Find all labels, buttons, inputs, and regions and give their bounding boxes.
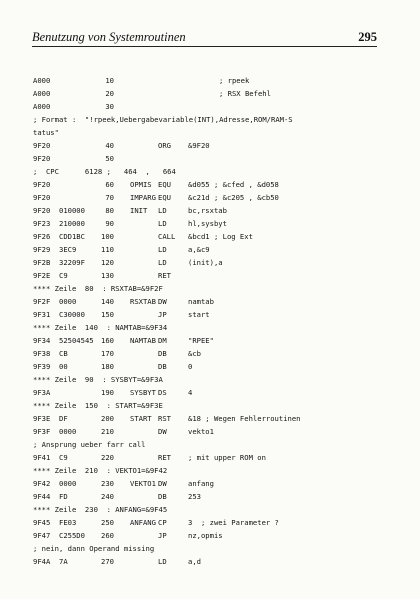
listing-comment: ; RSX Befehl <box>219 89 271 98</box>
listing-operand: &d055 ; &cfed , &d058 <box>188 180 279 189</box>
listing-operand: &bcd1 ; Log Ext <box>188 232 253 241</box>
listing-line-number: 230 <box>101 479 114 488</box>
listing-comment-line <box>0 114 420 125</box>
listing-comment-line <box>0 374 420 385</box>
listing-operand: nz,opmis <box>188 531 223 540</box>
listing-row <box>0 556 420 567</box>
listing-opcode-bytes: 7A <box>59 557 68 566</box>
listing-row <box>0 179 420 190</box>
listing-line-number: 210 <box>101 427 114 436</box>
listing-mnemonic: DB <box>158 492 167 501</box>
listing-opcode-bytes: C30000 <box>59 310 85 319</box>
listing-opcode-bytes: 0000 <box>59 427 77 436</box>
listing-line-number: 140 <box>101 297 114 306</box>
listing-operand: ; mit upper ROM on <box>188 453 266 462</box>
listing-opcode-bytes: 52504545 <box>59 336 94 345</box>
listing-mnemonic: DB <box>158 362 167 371</box>
listing-line-number: 270 <box>101 557 114 566</box>
listing-line-number: 20 <box>105 89 114 98</box>
listing-text: **** Zeile 90 : SYSBYT=&9F3A <box>33 375 163 384</box>
listing-address: A000 <box>33 76 51 85</box>
listing-line-number: 120 <box>101 258 114 267</box>
listing-line-number: 160 <box>101 336 114 345</box>
listing-address: 9F3A <box>33 388 51 397</box>
listing-mnemonic: ORG <box>158 141 171 150</box>
listing-comment-line <box>0 439 420 450</box>
listing-comment-line <box>0 465 420 476</box>
listing-label: RSXTAB <box>130 297 156 306</box>
listing-mnemonic: RST <box>158 414 171 423</box>
listing-operand: vekto1 <box>188 427 214 436</box>
listing-text: **** Zeile 210 : VEKTO1=&9F42 <box>33 466 168 475</box>
listing-row <box>0 75 420 86</box>
listing-opcode-bytes: CDD1BC <box>59 232 85 241</box>
listing-address: 9F3F <box>33 427 51 436</box>
listing-row <box>0 413 420 424</box>
listing-row <box>0 192 420 203</box>
listing-address: A000 <box>33 102 51 111</box>
listing-line-number: 40 <box>105 141 114 150</box>
listing-mnemonic: DM <box>158 336 167 345</box>
listing-address: 9F31 <box>33 310 51 319</box>
listing-mnemonic: JP <box>158 310 167 319</box>
listing-line-number: 30 <box>105 102 114 111</box>
listing-operand: 3 ; zwei Parameter ? <box>188 518 279 527</box>
listing-mnemonic: DB <box>158 349 167 358</box>
listing-opcode-bytes: 0000 <box>59 297 77 306</box>
listing-comment-line <box>0 166 420 177</box>
listing-label: VEKTO1 <box>130 479 156 488</box>
listing-row <box>0 153 420 164</box>
listing-operand: a,&c9 <box>188 245 210 254</box>
listing-text: ; CPC 6128 ; 464 , 664 <box>33 167 176 176</box>
page-running-title: Benutzung von Systemroutinen <box>32 30 186 44</box>
listing-address: 9F38 <box>33 349 51 358</box>
listing-mnemonic: DW <box>158 297 167 306</box>
listing-opcode-bytes: 210000 <box>59 219 85 228</box>
listing-text: ; Ansprung ueber farr call <box>33 440 146 449</box>
listing-row <box>0 270 420 281</box>
listing-row <box>0 88 420 99</box>
listing-operand: &18 ; Wegen Fehlerroutinen <box>188 414 301 423</box>
listing-address: 9F20 <box>33 141 51 150</box>
listing-address: 9F3E <box>33 414 51 423</box>
listing-row <box>0 309 420 320</box>
listing-address: 9F20 <box>33 193 51 202</box>
listing-operand: &cb <box>188 349 201 358</box>
listing-line-number: 50 <box>105 154 114 163</box>
listing-comment-line <box>0 400 420 411</box>
listing-comment-line <box>0 504 420 515</box>
listing-label: SYSBYT <box>130 388 156 397</box>
listing-address: 9F2B <box>33 258 51 267</box>
listing-row <box>0 426 420 437</box>
listing-address: 9F29 <box>33 245 51 254</box>
listing-line-number: 190 <box>101 388 114 397</box>
listing-mnemonic: CALL <box>158 232 176 241</box>
listing-opcode-bytes: C9 <box>59 453 68 462</box>
listing-mnemonic: LD <box>158 258 167 267</box>
listing-mnemonic: LD <box>158 245 167 254</box>
listing-opcode-bytes: FD <box>59 492 68 501</box>
listing-label: START <box>130 414 152 423</box>
listing-line-number: 250 <box>101 518 114 527</box>
listing-address: 9F26 <box>33 232 51 241</box>
listing-operand: start <box>188 310 210 319</box>
listing-row <box>0 348 420 359</box>
listing-comment-line <box>0 127 420 138</box>
listing-label: NAMTAB <box>130 336 156 345</box>
listing-opcode-bytes: 0000 <box>59 479 77 488</box>
listing-opcode-bytes: 00 <box>59 362 68 371</box>
listing-operand: &9F20 <box>188 141 210 150</box>
listing-address: 9F2E <box>33 271 51 280</box>
listing-comment: ; rpeek <box>219 76 250 85</box>
listing-opcode-bytes: CB <box>59 349 68 358</box>
listing-comment-line <box>0 543 420 554</box>
listing-address: 9F41 <box>33 453 51 462</box>
listing-operand: 4 <box>188 388 193 397</box>
listing-address: 9F34 <box>33 336 51 345</box>
listing-mnemonic: EQU <box>158 180 171 189</box>
listing-line-number: 60 <box>105 180 114 189</box>
listing-operand: anfang <box>188 479 214 488</box>
listing-mnemonic: RET <box>158 453 171 462</box>
listing-address: 9F44 <box>33 492 51 501</box>
listing-row <box>0 491 420 502</box>
listing-text: **** Zeile 80 : RSXTAB=&9F2F <box>33 284 163 293</box>
listing-opcode-bytes: 32209F <box>59 258 85 267</box>
listing-text: **** Zeile 140 : NAMTAB=&9F34 <box>33 323 168 332</box>
listing-line-number: 170 <box>101 349 114 358</box>
listing-line-number: 150 <box>101 310 114 319</box>
listing-address: 9F45 <box>33 518 51 527</box>
listing-row <box>0 361 420 372</box>
listing-row <box>0 218 420 229</box>
listing-mnemonic: JP <box>158 531 167 540</box>
listing-mnemonic: LD <box>158 206 167 215</box>
listing-label: OPMIS <box>130 180 152 189</box>
listing-operand: &c21d ; &c205 , &cb50 <box>188 193 279 202</box>
listing-line-number: 90 <box>105 219 114 228</box>
listing-row <box>0 101 420 112</box>
listing-row <box>0 452 420 463</box>
listing-address: 9F2F <box>33 297 51 306</box>
listing-operand: hl,sysbyt <box>188 219 227 228</box>
listing-row <box>0 231 420 242</box>
listing-mnemonic: LD <box>158 557 167 566</box>
listing-mnemonic: RET <box>158 271 171 280</box>
listing-opcode-bytes: C9 <box>59 271 68 280</box>
listing-line-number: 220 <box>101 453 114 462</box>
listing-address: 9F47 <box>33 531 51 540</box>
listing-row <box>0 335 420 346</box>
listing-opcode-bytes: FE03 <box>59 518 77 527</box>
listing-line-number: 110 <box>101 245 114 254</box>
listing-row <box>0 387 420 398</box>
listing-operand: namtab <box>188 297 214 306</box>
listing-address: 9F20 <box>33 206 51 215</box>
listing-address: 9F39 <box>33 362 51 371</box>
listing-comment-line <box>0 322 420 333</box>
listing-row <box>0 244 420 255</box>
listing-operand: (init),a <box>188 258 223 267</box>
listing-mnemonic: EQU <box>158 193 171 202</box>
listing-row <box>0 530 420 541</box>
listing-label: ANFANG <box>130 518 156 527</box>
listing-opcode-bytes: DF <box>59 414 68 423</box>
listing-line-number: 70 <box>105 193 114 202</box>
listing-text: ; nein, dann Operand missing <box>33 544 155 553</box>
listing-address: A000 <box>33 89 51 98</box>
listing-mnemonic: DW <box>158 479 167 488</box>
page-number: 295 <box>358 30 377 44</box>
listing-opcode-bytes: 010000 <box>59 206 85 215</box>
listing-row <box>0 257 420 268</box>
listing-mnemonic: DW <box>158 427 167 436</box>
listing-address: 9F23 <box>33 219 51 228</box>
listing-address: 9F20 <box>33 180 51 189</box>
listing-address: 9F42 <box>33 479 51 488</box>
listing-operand: bc,rsxtab <box>188 206 227 215</box>
listing-operand: "RPEE" <box>188 336 214 345</box>
listing-text: **** Zeile 150 : START=&9F3E <box>33 401 163 410</box>
listing-comment-line <box>0 283 420 294</box>
listing-row <box>0 205 420 216</box>
listing-address: 9F4A <box>33 557 51 566</box>
listing-row <box>0 517 420 528</box>
listing-line-number: 130 <box>101 271 114 280</box>
listing-row <box>0 140 420 151</box>
listing-mnemonic: CP <box>158 518 167 527</box>
listing-line-number: 80 <box>105 206 114 215</box>
listing-operand: 0 <box>188 362 193 371</box>
listing-text: tatus" <box>33 128 59 137</box>
listing-address: 9F20 <box>33 154 51 163</box>
listing-text: ; Format : "!rpeek,Uebergabevariable(INT),Adresse,ROM/RAM-S <box>33 115 293 124</box>
listing-text: **** Zeile 230 : ANFANG=&9F45 <box>33 505 168 514</box>
listing-opcode-bytes: 3EC9 <box>59 245 77 254</box>
listing-label: INIT <box>130 206 148 215</box>
listing-operand: 253 <box>188 492 201 501</box>
listing-line-number: 240 <box>101 492 114 501</box>
listing-row <box>0 478 420 489</box>
listing-line-number: 180 <box>101 362 114 371</box>
listing-operand: a,d <box>188 557 201 566</box>
listing-line-number: 200 <box>101 414 114 423</box>
listing-mnemonic: DS <box>158 388 167 397</box>
listing-row <box>0 296 420 307</box>
listing-opcode-bytes: C255D0 <box>59 531 85 540</box>
listing-label: IMPARG <box>130 193 156 202</box>
listing-line-number: 260 <box>101 531 114 540</box>
listing-line-number: 100 <box>101 232 114 241</box>
listing-line-number: 10 <box>105 76 114 85</box>
listing-mnemonic: LD <box>158 219 167 228</box>
